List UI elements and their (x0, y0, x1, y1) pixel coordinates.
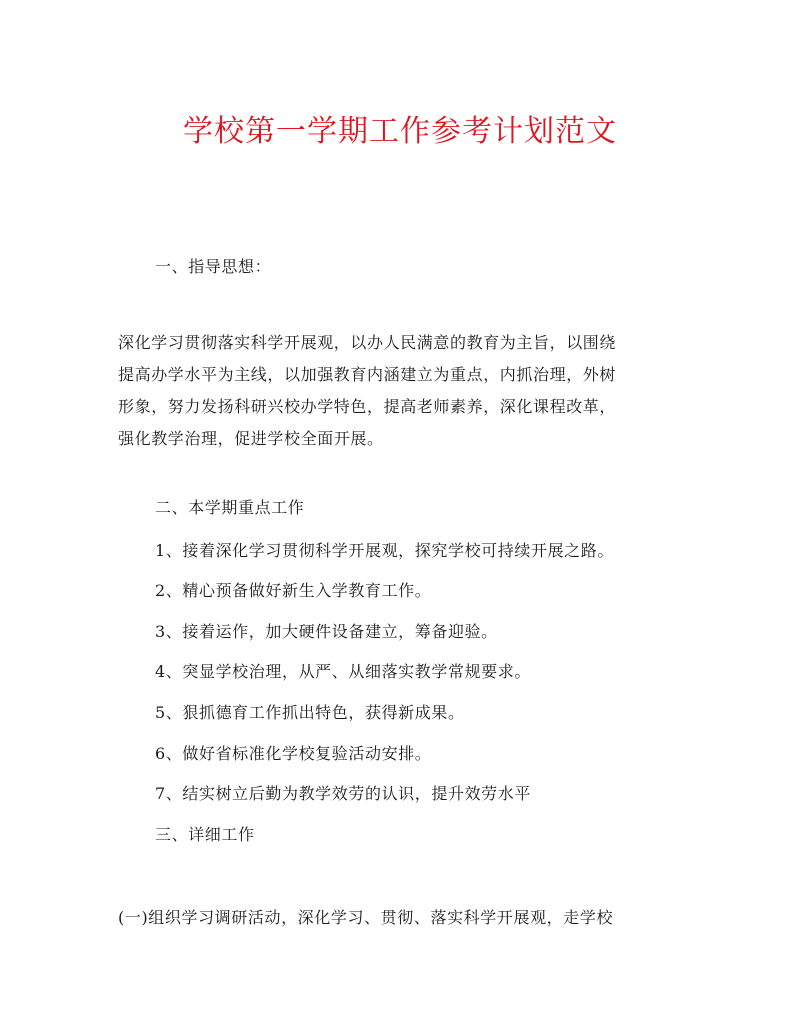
guiding-thought-paragraph (118, 327, 686, 455)
paragraph-line: 深化学习贯彻落实科学开展观，以办人民满意的教育为主旨，以围绕 (118, 333, 617, 352)
paragraph-line: 强化教学治理，促进学校全面开展。 (118, 429, 384, 448)
paragraph-line: 提高办学水平为主线，以加强教育内涵建立为重点，内抓治理，外树 (118, 365, 617, 384)
detailed-work-paragraph: (一)组织学习调研活动，深化学习、贯彻、落实科学开展观，走学校 (118, 908, 614, 927)
section-heading-guiding-thought: 一、指导思想： (155, 257, 272, 276)
section-heading-key-work: 二、本学期重点工作 (155, 498, 305, 517)
list-item: 4、突显学校治理，从严、从细落实教学常规要求。 (155, 662, 531, 681)
list-item: 6、做好省标准化学校复验活动安排。 (155, 744, 432, 763)
section-heading-detailed-work: 三、详细工作 (155, 825, 255, 844)
list-item: 5、狠抓德育工作抓出特色，获得新成果。 (155, 703, 465, 722)
list-item: 1、接着深化学习贯彻科学开展观，探究学校可持续开展之路。 (155, 541, 614, 560)
document-title: 学校第一学期工作参考计划范文 (183, 114, 617, 149)
paragraph-line: 形象，努力发扬科研兴校办学特色，提高老师素养，深化课程改革， (118, 397, 617, 416)
list-item: 3、接着运作，加大硬件设备建立，筹备迎验。 (155, 622, 498, 641)
list-item: 7、结实树立后勤为教学效劳的认识，提升效劳水平 (155, 784, 531, 803)
list-item: 2、精心预备做好新生入学教育工作。 (155, 581, 432, 600)
